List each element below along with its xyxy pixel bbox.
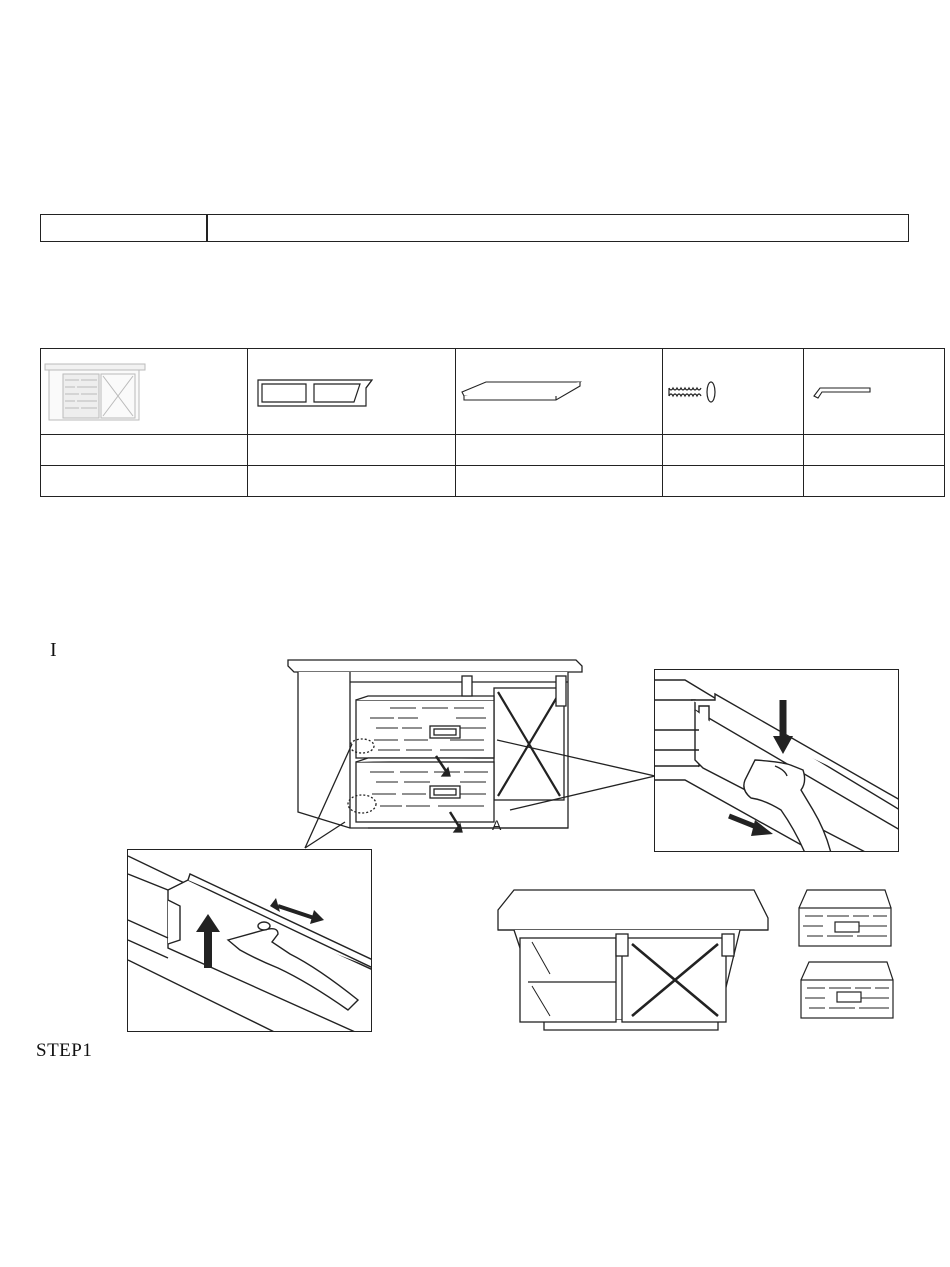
callout-letter-a: A: [492, 817, 502, 833]
allen-key-icon: [804, 380, 874, 404]
shelf-board-icon: [456, 374, 586, 410]
part-quantity: [663, 466, 804, 497]
parts-table: [40, 348, 945, 497]
detail-rail-release-right: [654, 669, 899, 852]
header-bar-divider: [206, 215, 208, 241]
part-drawer-frame-cell: [248, 349, 456, 435]
part-quantity: [804, 466, 945, 497]
screw-icon: [663, 377, 723, 407]
removed-drawer-bottom: [797, 958, 897, 1022]
removed-drawer-top: [795, 886, 895, 950]
drawer-frame-icon: [248, 372, 378, 412]
cabinet-without-drawers-illustration: [492, 886, 774, 1032]
part-quantity: [41, 466, 248, 497]
part-label: [248, 435, 456, 466]
part-allen-key-cell: [804, 349, 945, 435]
part-shelf-cell: [456, 349, 663, 435]
part-quantity: [456, 466, 663, 497]
part-screw-cell: [663, 349, 804, 435]
rail-release-detail-drawing: [655, 670, 899, 852]
header-bar: [40, 214, 909, 242]
part-cabinet-cell: [41, 349, 248, 435]
part-label: [456, 435, 663, 466]
rail-lift-detail-drawing: [128, 850, 372, 1032]
part-label: [804, 435, 945, 466]
part-quantity: [248, 466, 456, 497]
part-label: [41, 435, 248, 466]
detail-rail-release-left: [127, 849, 372, 1032]
cabinet-drawer-removal-illustration: [280, 652, 590, 837]
step-label: STEP1: [36, 1040, 93, 1061]
step-marker: I: [50, 639, 58, 661]
part-label: [663, 435, 804, 466]
cabinet-icon: [41, 360, 151, 424]
